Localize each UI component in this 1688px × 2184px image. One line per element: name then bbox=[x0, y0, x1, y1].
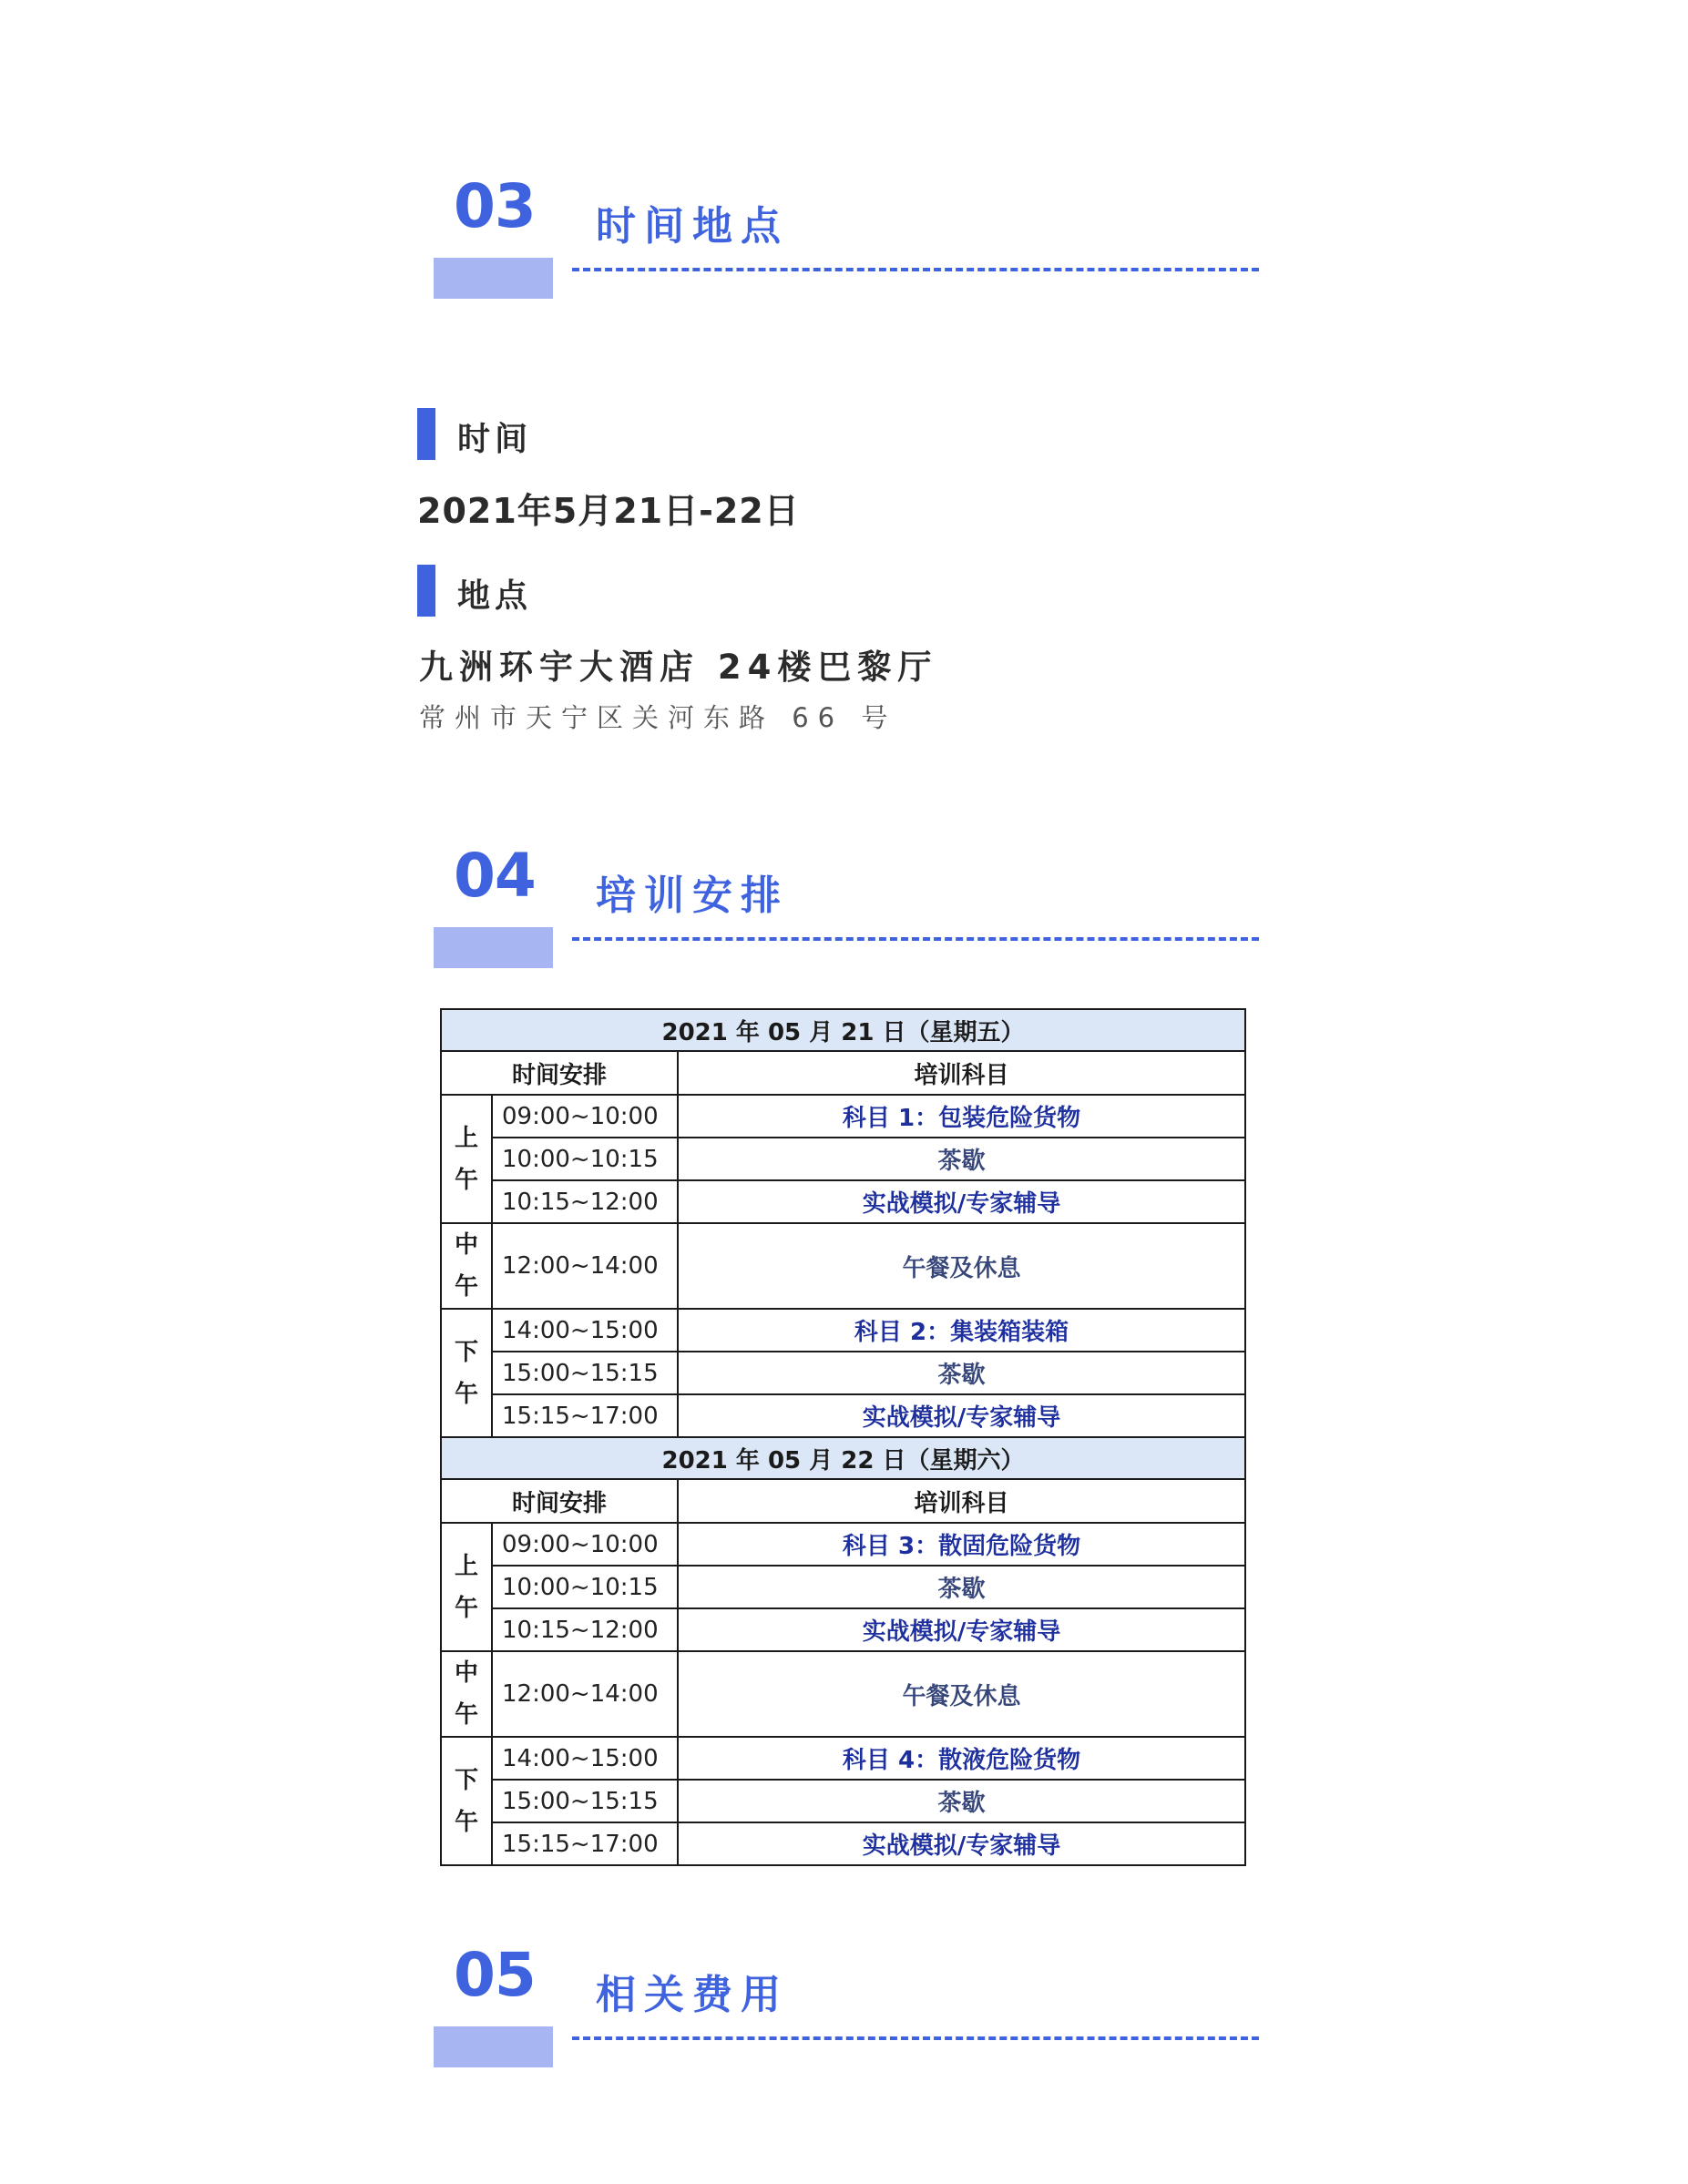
subject-cell: 科目 2：集装箱装箱 bbox=[678, 1309, 1245, 1352]
time-label: 时间 bbox=[457, 421, 533, 458]
section-accent-block bbox=[434, 927, 553, 968]
label-accent-bar bbox=[417, 565, 435, 617]
time-cell: 10:15~12:00 bbox=[492, 1608, 678, 1651]
subject-cell: 科目 4：散液危险货物 bbox=[678, 1737, 1245, 1780]
time-cell: 09:00~10:00 bbox=[492, 1095, 678, 1138]
subject-cell: 科目 1：包装危险货物 bbox=[678, 1095, 1245, 1138]
section-dashed-divider bbox=[572, 937, 1259, 941]
table-row bbox=[441, 1566, 1245, 1608]
subject-cell: 午餐及休息 bbox=[678, 1223, 1245, 1309]
table-row bbox=[441, 1780, 1245, 1822]
section-number: 05 bbox=[454, 1940, 536, 2010]
table-row bbox=[441, 1822, 1245, 1865]
venue-name: 九洲环宇大酒店 24楼巴黎厅 bbox=[419, 648, 938, 687]
time-cell: 10:00~10:15 bbox=[492, 1138, 678, 1180]
time-cell: 09:00~10:00 bbox=[492, 1523, 678, 1566]
section-title: 相关费用 bbox=[596, 1972, 789, 2018]
label-accent-bar bbox=[417, 408, 435, 460]
subject-cell: 实战模拟/专家辅导 bbox=[678, 1394, 1245, 1437]
period-morning: 上午 bbox=[441, 1523, 492, 1651]
period-morning: 上午 bbox=[441, 1095, 492, 1223]
venue-address: 常州市天宁区关河东路 66 号 bbox=[419, 702, 897, 733]
time-cell: 15:15~17:00 bbox=[492, 1394, 678, 1437]
column-header-row bbox=[441, 1479, 1245, 1523]
table-row bbox=[441, 1223, 1245, 1309]
table-row bbox=[441, 1394, 1245, 1437]
period-noon: 中午 bbox=[441, 1651, 492, 1737]
table-row bbox=[441, 1651, 1245, 1737]
column-header-row bbox=[441, 1051, 1245, 1095]
subject-cell: 午餐及休息 bbox=[678, 1651, 1245, 1737]
training-schedule-table bbox=[440, 1008, 1246, 1866]
table-row bbox=[441, 1737, 1245, 1780]
section-header-05 bbox=[434, 1940, 1263, 2077]
section-number: 04 bbox=[454, 841, 536, 911]
event-date: 2021年5月21日-22日 bbox=[417, 491, 800, 531]
day-date: 2021 年 05 月 21 日（星期五） bbox=[441, 1009, 1245, 1051]
subject-cell: 科目 3：散固危险货物 bbox=[678, 1523, 1245, 1566]
day-date: 2021 年 05 月 22 日（星期六） bbox=[441, 1437, 1245, 1479]
section-number: 03 bbox=[454, 171, 536, 241]
table-row bbox=[441, 1095, 1245, 1138]
col-header-subject: 培训科目 bbox=[678, 1479, 1245, 1523]
period-afternoon: 下午 bbox=[441, 1737, 492, 1865]
time-cell: 15:00~15:15 bbox=[492, 1352, 678, 1394]
period-afternoon: 下午 bbox=[441, 1309, 492, 1437]
section-accent-block bbox=[434, 2026, 553, 2067]
table-row bbox=[441, 1352, 1245, 1394]
time-cell: 15:15~17:00 bbox=[492, 1822, 678, 1865]
col-header-subject: 培训科目 bbox=[678, 1051, 1245, 1095]
time-cell: 10:00~10:15 bbox=[492, 1566, 678, 1608]
day-header-row bbox=[441, 1009, 1245, 1051]
subject-cell: 实战模拟/专家辅导 bbox=[678, 1608, 1245, 1651]
section-title: 培训安排 bbox=[596, 873, 789, 919]
subject-cell: 茶歇 bbox=[678, 1566, 1245, 1608]
table-row bbox=[441, 1138, 1245, 1180]
time-cell: 12:00~14:00 bbox=[492, 1223, 678, 1309]
time-cell: 10:15~12:00 bbox=[492, 1180, 678, 1223]
subject-cell: 茶歇 bbox=[678, 1780, 1245, 1822]
table-row bbox=[441, 1608, 1245, 1651]
table-row bbox=[441, 1309, 1245, 1352]
subject-cell: 实战模拟/专家辅导 bbox=[678, 1180, 1245, 1223]
day-header-row bbox=[441, 1437, 1245, 1479]
table-row bbox=[441, 1180, 1245, 1223]
time-cell: 15:00~15:15 bbox=[492, 1780, 678, 1822]
place-label: 地点 bbox=[457, 577, 533, 615]
col-header-time: 时间安排 bbox=[441, 1479, 678, 1523]
section-header-03 bbox=[434, 171, 1263, 308]
time-cell: 14:00~15:00 bbox=[492, 1737, 678, 1780]
section-accent-block bbox=[434, 258, 553, 299]
subject-cell: 茶歇 bbox=[678, 1138, 1245, 1180]
subject-cell: 实战模拟/专家辅导 bbox=[678, 1822, 1245, 1865]
time-cell: 12:00~14:00 bbox=[492, 1651, 678, 1737]
period-noon: 中午 bbox=[441, 1223, 492, 1309]
subject-cell: 茶歇 bbox=[678, 1352, 1245, 1394]
time-cell: 14:00~15:00 bbox=[492, 1309, 678, 1352]
section-title: 时间地点 bbox=[596, 203, 789, 250]
table-row bbox=[441, 1523, 1245, 1566]
col-header-time: 时间安排 bbox=[441, 1051, 678, 1095]
section-dashed-divider bbox=[572, 2036, 1259, 2040]
section-dashed-divider bbox=[572, 268, 1259, 271]
section-header-04 bbox=[434, 841, 1263, 977]
